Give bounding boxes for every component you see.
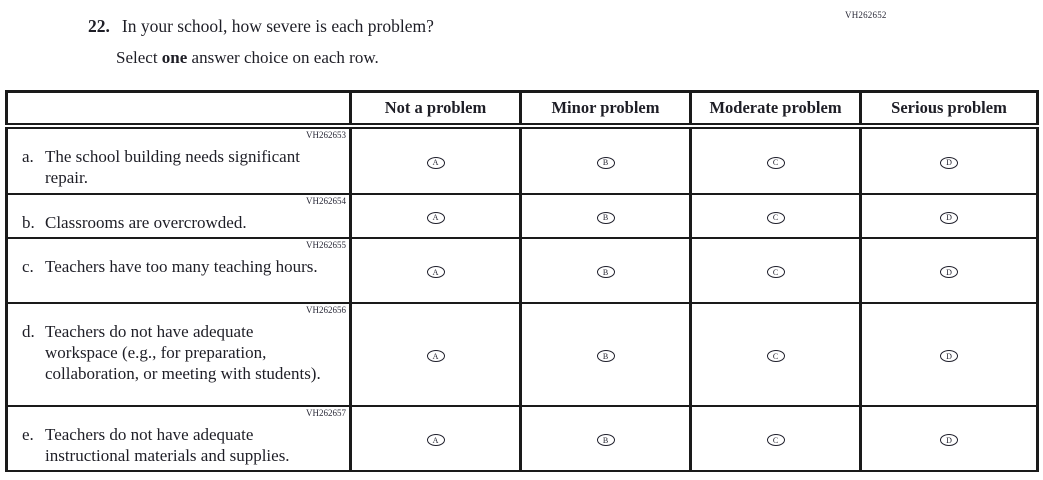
table-row-c	[7, 238, 1038, 303]
answer-cell-d-moderate-problem	[691, 303, 861, 406]
item-letter-d: d.	[22, 322, 35, 341]
item-code-b: VH262654	[306, 196, 346, 206]
form-code: VH262652	[845, 10, 887, 20]
answer-bubble-a-serious-problem[interactable]: D	[940, 157, 958, 169]
answer-bubble-d-serious-problem[interactable]: D	[940, 350, 958, 362]
item-letter-c: c.	[22, 257, 34, 276]
answer-bubble-c-not-a-problem[interactable]: A	[427, 266, 445, 278]
answer-bubble-c-minor-problem[interactable]: B	[597, 266, 615, 278]
column-header-serious-problem: Serious problem	[861, 92, 1038, 127]
header-empty-cell	[7, 92, 351, 127]
answer-bubble-b-minor-problem[interactable]: B	[597, 212, 615, 224]
answer-bubble-b-not-a-problem[interactable]: A	[427, 212, 445, 224]
item-letter-b: b.	[22, 213, 35, 232]
item-cell-d	[7, 303, 351, 406]
item-code-e: VH262657	[306, 408, 346, 418]
answer-cell-e-serious-problem	[861, 406, 1038, 471]
item-text-e: Teachers do not have adequate instructional materials and supplies.	[45, 425, 290, 465]
answer-cell-d-not-a-problem	[351, 303, 521, 406]
question	[88, 16, 434, 37]
answer-cell-e-not-a-problem	[351, 406, 521, 471]
select-instruction	[116, 48, 379, 68]
item-e	[8, 419, 349, 470]
answer-cell-b-minor-problem	[521, 194, 691, 238]
answer-bubble-d-not-a-problem[interactable]: A	[427, 350, 445, 362]
item-text-a: The school building needs significant repair.	[45, 147, 300, 187]
answer-cell-e-moderate-problem	[691, 406, 861, 471]
item-cell-a	[7, 126, 351, 194]
answer-cell-b-moderate-problem	[691, 194, 861, 238]
answer-bubble-c-moderate-problem[interactable]: C	[767, 266, 785, 278]
table-row-b	[7, 194, 1038, 238]
item-cell-b	[7, 194, 351, 238]
item-cell-c	[7, 238, 351, 303]
answer-bubble-e-minor-problem[interactable]: B	[597, 434, 615, 446]
answer-cell-c-moderate-problem	[691, 238, 861, 303]
item-code-a: VH262653	[306, 130, 346, 140]
table-row-e	[7, 406, 1038, 471]
answer-bubble-d-moderate-problem[interactable]: C	[767, 350, 785, 362]
answer-bubble-e-not-a-problem[interactable]: A	[427, 434, 445, 446]
item-text-c: Teachers have too many teaching hours.	[45, 257, 318, 276]
header-row	[7, 92, 1038, 127]
answer-cell-c-not-a-problem	[351, 238, 521, 303]
answer-bubble-b-serious-problem[interactable]: D	[940, 212, 958, 224]
response-grid	[5, 90, 1039, 472]
item-code-c: VH262655	[306, 240, 346, 250]
answer-cell-a-not-a-problem	[351, 126, 521, 194]
answer-cell-a-minor-problem	[521, 126, 691, 194]
answer-cell-c-minor-problem	[521, 238, 691, 303]
item-cell-e	[7, 406, 351, 471]
answer-cell-d-minor-problem	[521, 303, 691, 406]
question-text: In your school, how severe is each problem?	[121, 16, 434, 36]
answer-bubble-c-serious-problem[interactable]: D	[940, 266, 958, 278]
answer-bubble-e-moderate-problem[interactable]: C	[767, 434, 785, 446]
item-d	[8, 316, 349, 388]
answer-cell-c-serious-problem	[861, 238, 1038, 303]
instruction-bold: one	[161, 48, 188, 67]
answer-cell-d-serious-problem	[861, 303, 1038, 406]
item-b	[8, 207, 349, 237]
item-text-d: Teachers do not have adequate workspace (e.g., for preparation, collaboration, or meeting with students).	[45, 322, 321, 383]
answer-cell-a-serious-problem	[861, 126, 1038, 194]
answer-bubble-d-minor-problem[interactable]: B	[597, 350, 615, 362]
item-letter-e: e.	[22, 425, 34, 444]
answer-cell-b-serious-problem	[861, 194, 1038, 238]
answer-bubble-a-not-a-problem[interactable]: A	[427, 157, 445, 169]
column-header-moderate-problem: Moderate problem	[691, 92, 861, 127]
answer-cell-a-moderate-problem	[691, 126, 861, 194]
answer-bubble-e-serious-problem[interactable]: D	[940, 434, 958, 446]
answer-cell-b-not-a-problem	[351, 194, 521, 238]
instruction-prefix: Select	[116, 48, 162, 67]
question-number: 22.	[88, 16, 110, 36]
answer-bubble-a-minor-problem[interactable]: B	[597, 157, 615, 169]
answer-cell-e-minor-problem	[521, 406, 691, 471]
item-c	[8, 251, 349, 281]
item-a	[8, 141, 349, 192]
table-row-a	[7, 126, 1038, 194]
answer-bubble-b-moderate-problem[interactable]: C	[767, 212, 785, 224]
table-row-d	[7, 303, 1038, 406]
item-code-d: VH262656	[306, 305, 346, 315]
item-letter-a: a.	[22, 147, 34, 166]
item-text-b: Classrooms are overcrowded.	[45, 213, 247, 232]
column-header-not-a-problem: Not a problem	[351, 92, 521, 127]
instruction-suffix: answer choice on each row.	[187, 48, 379, 67]
answer-bubble-a-moderate-problem[interactable]: C	[767, 157, 785, 169]
column-header-minor-problem: Minor problem	[521, 92, 691, 127]
